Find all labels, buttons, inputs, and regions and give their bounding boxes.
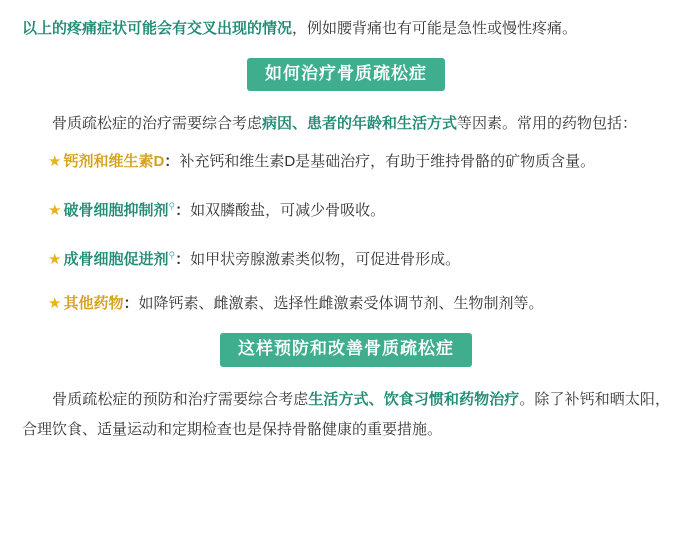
list-item-term: 钙剂和维生素D [63, 153, 165, 171]
search-icon[interactable]: ⚲ [168, 201, 176, 212]
intro-paragraph [22, 14, 670, 44]
list-item-term: 其他药物 [63, 295, 124, 313]
section1-paragraph [22, 109, 670, 139]
list-item [22, 289, 670, 319]
list-item [22, 191, 670, 226]
section1-paragraph-after: 等因素。常用的药物包括： [457, 115, 638, 133]
list-item-text: 如双膦酸盐，可减少骨吸收。 [190, 202, 386, 220]
list-item-term[interactable]: 破骨细胞抑制剂 [63, 202, 169, 220]
list-item-text: 如甲状旁腺激素类似物，可促进骨形成。 [190, 251, 461, 269]
section2-paragraph-after: 。除了补钙和晒太阳，合理饮食、适量运动和定期检查也是保持骨骼健康的重要措施。 [22, 390, 670, 438]
list-item-term[interactable]: 成骨细胞促进剂 [63, 251, 169, 269]
section2-paragraph-before: 骨质疏松症的预防和治疗需要综合考虑 [22, 390, 309, 408]
section1-heading-wrap [22, 58, 670, 91]
list-item-colon: ： [175, 202, 191, 220]
section2-heading-wrap [22, 333, 670, 366]
list-item [22, 147, 670, 177]
section1-paragraph-highlight: 病因、患者的年龄和生活方式 [262, 115, 458, 133]
search-icon[interactable]: ⚲ [168, 250, 176, 261]
star-icon: ★ [48, 153, 62, 171]
intro-highlight: 以上的疼痛症状可能会有交叉出现的情况 [22, 20, 293, 37]
section2-paragraph-highlight: 生活方式、饮食习惯和药物治疗 [308, 390, 520, 408]
intro-rest: ，例如腰背痛也有可能是急性或慢性疼痛。 [292, 20, 578, 37]
list-item-colon: ： [164, 153, 180, 171]
star-icon: ★ [48, 295, 62, 313]
star-icon: ★ [48, 251, 62, 269]
list-item-colon: ： [175, 251, 191, 269]
list-item [22, 240, 670, 275]
list-item-text: 补充钙和维生素D是基础治疗，有助于维持骨骼的矿物质含量。 [179, 153, 596, 171]
section2-paragraph [22, 385, 670, 445]
section1-heading: 如何治疗骨质疏松症 [247, 58, 445, 91]
section1-paragraph-before: 骨质疏松症的治疗需要综合考虑 [22, 115, 263, 133]
section2-heading: 这样预防和改善骨质疏松症 [220, 333, 472, 366]
star-icon: ★ [48, 202, 62, 220]
list-item-text: 如降钙素、雌激素、选择性雌激素受体调节剂、生物制剂等。 [138, 295, 544, 313]
treatment-list [22, 147, 670, 319]
list-item-colon: ： [123, 295, 139, 313]
